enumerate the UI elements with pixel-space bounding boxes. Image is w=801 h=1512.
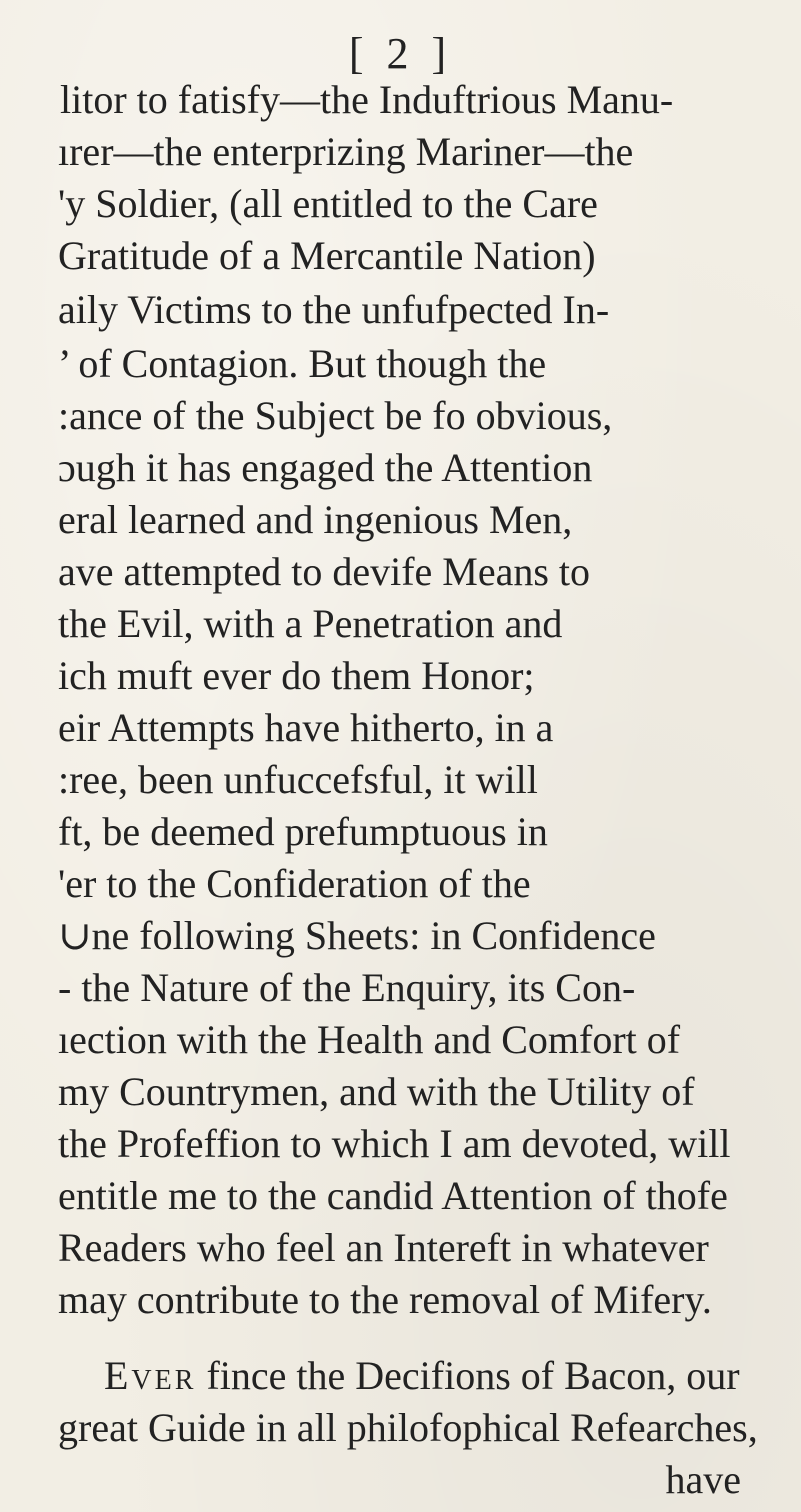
text-line: litor to fatisfy—the Induftrious Manu- [60,77,674,122]
paragraph-lead-word: Ever [104,1353,197,1398]
page-number: [ 2 ] [348,29,453,78]
text-line: may contribute to the removal of Mifery. [58,1277,712,1322]
text-line: aily Victims to the unfufpected In- [58,287,610,332]
text-line: 'er to the Confideration of the [58,861,531,906]
text-line: ft, be deemed prefumptuous in [58,809,548,854]
text-line: eir Attempts have hitherto, in a [58,705,554,750]
catchword: have [665,1457,741,1502]
text-line: ich muft ever do them Honor; [58,653,535,698]
text-line: :ance of the Subject be fo obvious, [58,393,613,438]
text-line: eral learned and ingenious Men, [58,497,573,542]
text-line: ıection with the Health and Comfort of [58,1017,681,1062]
text-line: :ree, been unfuccefsful, it will [58,757,538,802]
text-line: my Countrymen, and with the Utility of [58,1069,695,1114]
text-line: the Evil, with a Penetration and [58,601,563,646]
text-line: ɔugh it has engaged the Attention [58,445,593,490]
text-line: ırer—the enterprizing Mariner—the [58,129,634,174]
text-line: - the Nature of the Enquiry, its Con- [58,965,636,1010]
text-line: great Guide in all philofophical Refearches, [58,1405,758,1450]
paragraph-line-rest: fince the Decifions of Bacon, our [196,1353,740,1398]
text-line: 'y Soldier, (all entitled to the Care [58,181,598,226]
text-line: ave attempted to devife Means to [58,549,591,594]
text-line: Readers who feel an Intereft in whatever [58,1225,709,1270]
text-line: entitle me to the candid Attention of thofe [58,1173,728,1218]
text-line: the Profeffion to which I am devoted, will [58,1121,731,1166]
text-line: Gratitude of a Mercantile Nation) [58,233,596,278]
paragraph-start-line [104,1352,740,1400]
text-line: ’ of Contagion. But though the [58,341,547,386]
text-line: ∪ne following Sheets: in Confidence [58,913,656,958]
